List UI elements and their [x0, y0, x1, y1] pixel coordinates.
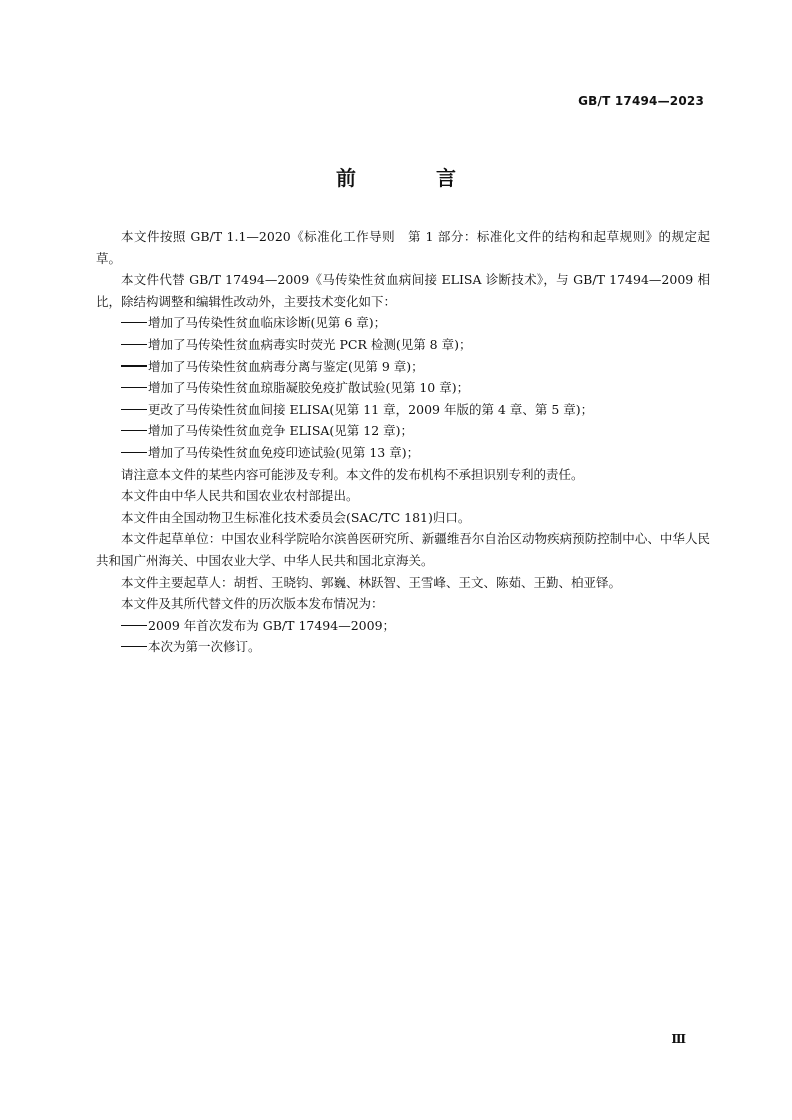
paragraph-replacement: 本文件代替 GB/T 17494—2009《马传染性贫血病间接 ELISA 诊断技术》，与 GB/T 17494—2009 相比，除结构调整和编辑性改动外，主要技术变化如下：	[96, 272, 710, 309]
paragraph-drafting-units: 本文件起草单位：中国农业科学院哈尔滨兽医研究所、新疆维吾尔自治区动物疾病预防控制中心、中华人民共和国广州海关、中国农业大学、中华人民共和国北京海关。	[96, 531, 710, 568]
history-item: 本次为第一次修订。	[96, 636, 710, 658]
dash-mark	[121, 387, 147, 388]
dash-mark	[121, 430, 147, 431]
change-item: 增加了马传染性贫血临床诊断(见第 6 章)；	[96, 312, 710, 334]
dash-mark	[121, 452, 147, 453]
paragraph-drafters: 本文件主要起草人：胡哲、王晓钧、郭巍、林跃智、王雪峰、王文、陈茹、王勤、柏亚铎。	[121, 574, 622, 590]
dash-mark	[121, 646, 147, 647]
paragraph-proposer: 本文件由中华人民共和国农业农村部提出。	[121, 488, 359, 504]
dash-mark	[121, 409, 147, 410]
history-item: 2009 年首次发布为 GB/T 17494—2009；	[96, 615, 710, 637]
paragraph-drafting-basis: 本文件按照 GB/T 1.1—2020《标准化工作导则 第 1 部分：标准化文件的结构和起草规则》的规定起草。	[96, 229, 710, 266]
paragraph-committee: 本文件由全国动物卫生标准化技术委员会(SAC/TC 181)归口。	[121, 509, 471, 525]
change-item: 增加了马传染性贫血病毒实时荧光 PCR 检测(见第 8 章)；	[96, 334, 710, 356]
document-code: GB/T 17494—2023	[578, 94, 704, 108]
change-item: 增加了马传染性贫血琼脂凝胶免疫扩散试验(见第 10 章)；	[96, 377, 710, 399]
dash-mark	[121, 365, 147, 366]
page-title: 前 言	[336, 166, 486, 190]
paragraph-history-intro: 本文件及其所代替文件的历次版本发布情况为：	[121, 596, 384, 612]
dash-mark	[121, 344, 147, 345]
foreword-body	[96, 226, 710, 658]
change-item: 更改了马传染性贫血间接 ELISA(见第 11 章，2009 年版的第 4 章、第 5 章)；	[96, 399, 710, 421]
dash-mark	[121, 322, 147, 323]
dash-mark	[121, 625, 147, 626]
paragraph-patent-notice: 请注意本文件的某些内容可能涉及专利。本文件的发布机构不承担识别专利的责任。	[121, 466, 584, 482]
change-item: 增加了马传染性贫血病毒分离与鉴定(见第 9 章)；	[96, 356, 710, 378]
change-item: 增加了马传染性贫血免疫印迹试验(见第 13 章)；	[96, 442, 710, 464]
change-item: 增加了马传染性贫血竞争 ELISA(见第 12 章)；	[96, 420, 710, 442]
page-number: Ⅲ	[671, 1032, 686, 1046]
